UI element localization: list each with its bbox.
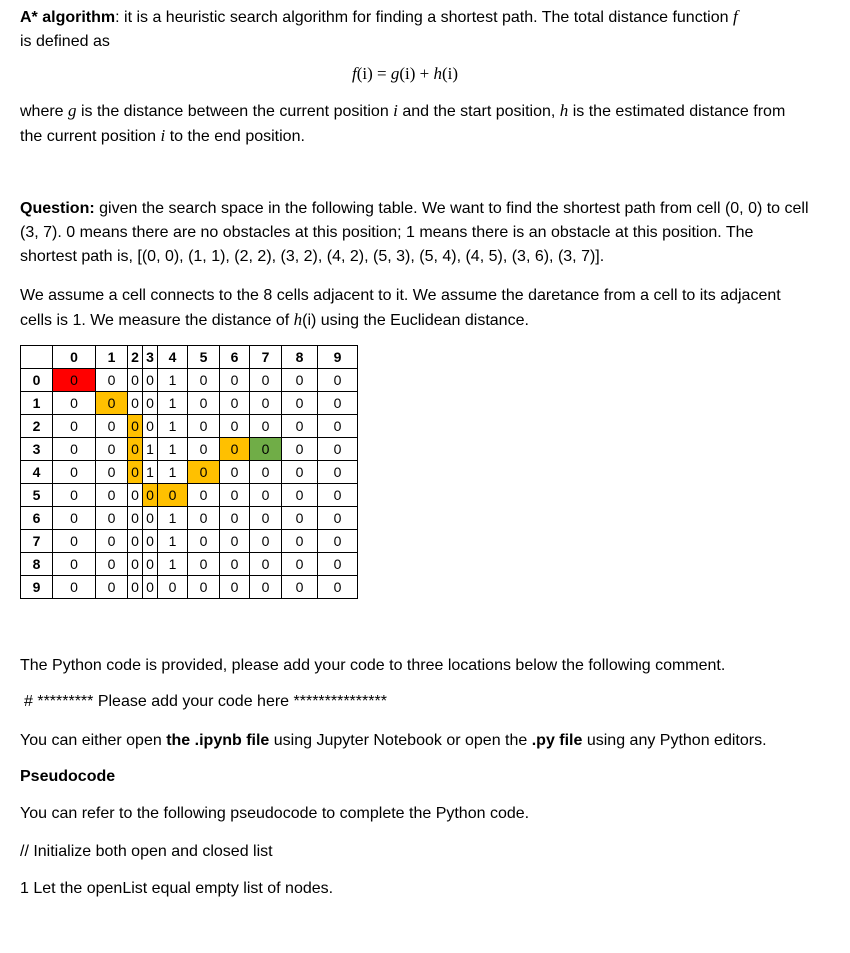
grid-cell: 0 <box>96 576 128 599</box>
grid-cell: 0 <box>318 369 358 392</box>
grid-cell: 0 <box>318 530 358 553</box>
grid-cell: 0 <box>220 461 250 484</box>
grid-cell: 0 <box>96 530 128 553</box>
grid-cell: 0 <box>96 369 128 392</box>
where-paragraph: where g is the distance between the current position i and the start position, h is the estimated distance from the current position i to the end position. <box>20 101 786 145</box>
grid-cell: 0 <box>143 415 158 438</box>
grid-cell: 0 <box>188 369 220 392</box>
grid-col-header: 6 <box>220 346 250 369</box>
grid-cell: 0 <box>143 553 158 576</box>
grid-cell: 1 <box>143 461 158 484</box>
editors-note: You can either open the .ipynb file using Jupyter Notebook or open the .py file using any Python editors. <box>20 732 767 749</box>
grid-cell: 0 <box>318 461 358 484</box>
grid-cell: 0 <box>143 507 158 530</box>
grid-cell: 0 <box>318 553 358 576</box>
assumption-paragraph: We assume a cell connects to the 8 cells adjacent to it. We assume the daretance from a cell to its adjacent cells is 1. We measure the distance of h(i) using the Euclidean distance. <box>20 287 781 329</box>
grid-row-header: 9 <box>21 576 53 599</box>
grid-cell-path: 0 <box>128 415 143 438</box>
grid-cell: 1 <box>158 553 188 576</box>
grid-cell: 1 <box>158 369 188 392</box>
grid-row <box>21 530 358 553</box>
grid-col-header: 5 <box>188 346 220 369</box>
grid-cell-path: 0 <box>188 461 220 484</box>
question-text: given the search space in the following table. We want to find the shortest path from cell (0, 0) to cell (3, 7). 0 means there are no obstacles at this position; 1 means there is an obstacle at this position. The shortest path is, [(0, 0), (1, 1), (2, 2), (3, 2), (4, 2), (5, 3), (5, 4), (4, 5), (3, 6), (3, 7)]. <box>20 200 809 265</box>
grid-row-header: 6 <box>21 507 53 530</box>
grid-row <box>21 507 358 530</box>
grid-row-header: 1 <box>21 392 53 415</box>
grid-cell: 0 <box>96 484 128 507</box>
grid-cell: 0 <box>282 484 318 507</box>
grid-cell: 0 <box>250 576 282 599</box>
grid-row <box>21 392 358 415</box>
grid-row-header: 0 <box>21 369 53 392</box>
grid-row-header: 7 <box>21 530 53 553</box>
pseudocode-step-1: 1 Let the openList equal empty list of nodes. <box>20 880 334 897</box>
grid-cell: 0 <box>128 576 143 599</box>
grid-cell: 0 <box>53 553 96 576</box>
intro-text: : it is a heuristic search algorithm for finding a shortest path. The total distance function <box>115 9 733 26</box>
grid-cell: 0 <box>220 530 250 553</box>
grid-cell: 0 <box>318 415 358 438</box>
grid-cell: 0 <box>282 576 318 599</box>
grid-row-header: 8 <box>21 553 53 576</box>
grid-cell: 0 <box>318 392 358 415</box>
grid-cell: 1 <box>158 461 188 484</box>
grid-cell: 0 <box>220 392 250 415</box>
grid-cell-path: 0 <box>143 484 158 507</box>
grid-cell: 0 <box>188 553 220 576</box>
grid-row <box>21 438 358 461</box>
grid-cell: 1 <box>158 507 188 530</box>
question-label: Question: <box>20 200 95 217</box>
grid-cell: 0 <box>53 530 96 553</box>
grid-cell: 0 <box>96 461 128 484</box>
grid-cell: 0 <box>220 576 250 599</box>
grid-cell-goal: 0 <box>250 438 282 461</box>
intro-paragraph <box>20 5 810 54</box>
grid-cell: 0 <box>318 576 358 599</box>
grid-col-header: 4 <box>158 346 188 369</box>
grid-cell: 0 <box>53 415 96 438</box>
grid-row <box>21 369 358 392</box>
grid-cell-path: 0 <box>128 461 143 484</box>
grid-cell: 0 <box>318 438 358 461</box>
grid-cell: 0 <box>188 576 220 599</box>
grid-col-header: 9 <box>318 346 358 369</box>
grid-cell: 0 <box>128 369 143 392</box>
grid-cell: 0 <box>250 392 282 415</box>
grid-col-header: 8 <box>282 346 318 369</box>
grid-cell: 0 <box>96 507 128 530</box>
grid-cell: 0 <box>53 461 96 484</box>
grid-cell: 0 <box>53 507 96 530</box>
grid-col-header: 3 <box>143 346 158 369</box>
grid-cell: 0 <box>143 369 158 392</box>
grid-col-header: 0 <box>53 346 96 369</box>
grid-cell: 0 <box>318 507 358 530</box>
grid-col-header: 7 <box>250 346 282 369</box>
grid-row-header: 5 <box>21 484 53 507</box>
pseudocode-heading: Pseudocode <box>20 768 116 785</box>
grid-cell: 1 <box>158 415 188 438</box>
grid-cell: 0 <box>220 484 250 507</box>
grid-cell: 0 <box>282 507 318 530</box>
grid-row <box>21 484 358 507</box>
grid-cell: 1 <box>158 530 188 553</box>
grid-cell: 0 <box>96 553 128 576</box>
grid-cell: 0 <box>53 438 96 461</box>
grid-cell: 0 <box>188 507 220 530</box>
grid-cell: 0 <box>282 369 318 392</box>
grid-cell-start: 0 <box>53 369 96 392</box>
grid-cell: 1 <box>143 438 158 461</box>
grid-cell: 0 <box>250 484 282 507</box>
grid-cell: 0 <box>128 507 143 530</box>
grid-row-header: 3 <box>21 438 53 461</box>
grid-cell: 0 <box>96 438 128 461</box>
grid-cell: 0 <box>220 553 250 576</box>
grid-cell-path: 0 <box>128 438 143 461</box>
grid-row-header: 2 <box>21 415 53 438</box>
grid-cell: 0 <box>250 553 282 576</box>
grid-cell: 1 <box>158 438 188 461</box>
grid-cell: 0 <box>96 415 128 438</box>
grid-cell: 0 <box>220 415 250 438</box>
grid-cell: 0 <box>282 461 318 484</box>
grid-cell: 0 <box>143 530 158 553</box>
grid-cell: 0 <box>250 530 282 553</box>
grid-cell: 1 <box>158 392 188 415</box>
grid-cell: 0 <box>128 484 143 507</box>
grid-cell: 0 <box>282 415 318 438</box>
grid-row <box>21 415 358 438</box>
intro-text-2: is defined as <box>20 33 110 50</box>
grid-cell: 0 <box>53 484 96 507</box>
grid-cell: 0 <box>318 484 358 507</box>
grid-cell: 0 <box>250 461 282 484</box>
grid-cell: 0 <box>282 438 318 461</box>
grid-row-header: 4 <box>21 461 53 484</box>
refer-note: You can refer to the following pseudocode to complete the Python code. <box>20 805 530 822</box>
grid-cell: 0 <box>188 392 220 415</box>
formula: f(i) = g(i) + h(i) <box>351 64 459 83</box>
grid-cell: 0 <box>282 553 318 576</box>
init-comment: // Initialize both open and closed list <box>20 843 273 860</box>
grid-cell: 0 <box>250 415 282 438</box>
grid-cell: 0 <box>53 576 96 599</box>
intro-f-symbol: f <box>732 7 738 26</box>
grid-cell: 0 <box>282 392 318 415</box>
search-grid-table <box>20 345 358 599</box>
intro-term: A* algorithm <box>20 9 116 26</box>
grid-cell: 0 <box>220 369 250 392</box>
code-comment: # ********* Please add your code here *************** <box>24 693 387 710</box>
grid-cell: 0 <box>188 484 220 507</box>
grid-cell: 0 <box>250 369 282 392</box>
grid-cell: 0 <box>250 507 282 530</box>
grid-col-header: 1 <box>96 346 128 369</box>
python-note: The Python code is provided, please add your code to three locations below the following comment. <box>20 657 726 674</box>
grid-row <box>21 553 358 576</box>
grid-row <box>21 576 358 599</box>
grid-row <box>21 461 358 484</box>
grid-cell: 0 <box>143 392 158 415</box>
grid-cell: 0 <box>53 392 96 415</box>
grid-cell: 0 <box>143 576 158 599</box>
question-paragraph <box>20 197 810 269</box>
grid-cell: 0 <box>220 507 250 530</box>
grid-corner-cell <box>21 346 53 369</box>
grid-cell: 0 <box>128 392 143 415</box>
grid-cell-path: 0 <box>96 392 128 415</box>
grid-col-header: 2 <box>128 346 143 369</box>
grid-cell: 0 <box>158 576 188 599</box>
grid-cell: 0 <box>128 530 143 553</box>
grid-cell: 0 <box>188 438 220 461</box>
grid-cell-path: 0 <box>158 484 188 507</box>
grid-cell: 0 <box>282 530 318 553</box>
grid-cell: 0 <box>188 530 220 553</box>
grid-cell: 0 <box>128 553 143 576</box>
grid-cell: 0 <box>188 415 220 438</box>
grid-cell-path: 0 <box>220 438 250 461</box>
